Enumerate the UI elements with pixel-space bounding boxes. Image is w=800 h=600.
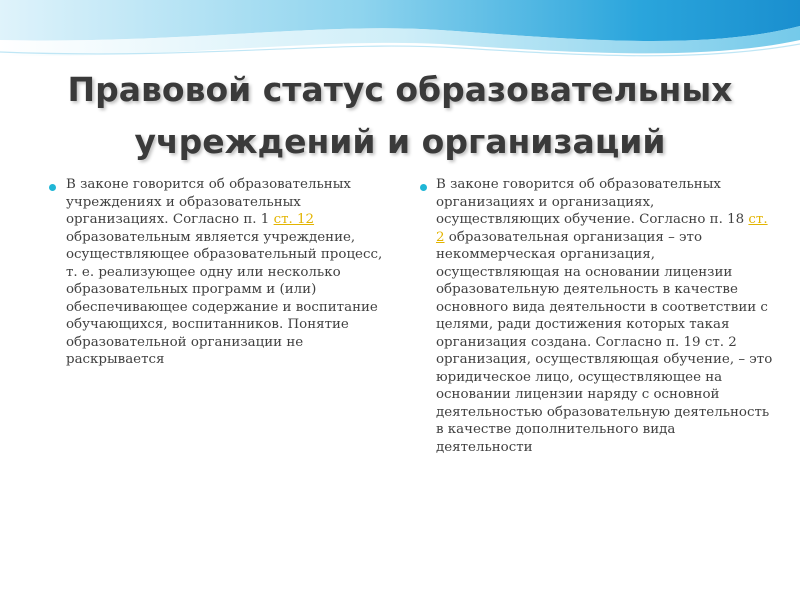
- right-column-text-continued: образовательная организация – это некоммерческая организация, осуществляющая на основании лицензии образовательную деятельность в качестве основного вида деятельности в соответствии с целями, ради достижения которых такая организация создана. Согласно п. 19 ст. 2 организация, осуществляющая обучение, – это юридическое лицо, осуществляющее на основании лицензии наряду с основной деятельностью образовательную деятельность в качестве дополнительного вида деятельности: [436, 229, 773, 455]
- slide-title-line-1: Правовой статус образовательных: [67, 70, 733, 109]
- left-column-text: В законе говорится об образовательных учреждениях и образовательных организациях. Согласно п. 1: [66, 177, 351, 227]
- right-column-link[interactable]: ст. 2: [436, 212, 768, 245]
- left-column-text-continued: образовательным является учреждение, осуществляющее образовательный процесс, т. е. реализующее одну или несколько образовательных программ и (или) обеспечивающее содержание и воспитание обучающихся, воспитанников. Понятие образовательной организации не раскрывается: [66, 229, 383, 367]
- left-column: [66, 176, 396, 369]
- right-column-text: В законе говорится об образовательных организациях и организациях, осуществляющих обучение. Согласно п. 18: [436, 177, 749, 227]
- right-column: [436, 176, 776, 456]
- slide-title-line-2: учреждений и организаций: [134, 122, 666, 161]
- bullet-icon: [420, 184, 427, 191]
- slide-title: [30, 64, 770, 168]
- left-column-link[interactable]: ст. 12: [273, 212, 315, 227]
- bullet-icon: [49, 184, 56, 191]
